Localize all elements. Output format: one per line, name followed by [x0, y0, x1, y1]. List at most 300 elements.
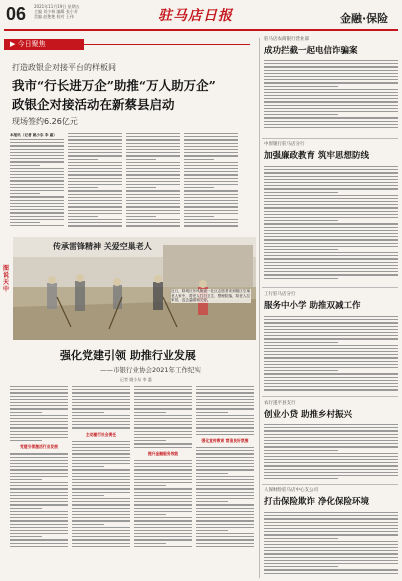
text-line	[72, 539, 130, 540]
text-line	[196, 457, 254, 458]
text-line	[72, 517, 130, 518]
news-kicker: 工行驻马店分行	[264, 292, 296, 297]
text-line	[264, 79, 398, 80]
text-line	[126, 219, 180, 220]
news-title: 创业小贷 助推乡村振兴	[264, 410, 352, 420]
text-line	[10, 206, 64, 207]
text-line	[264, 117, 398, 118]
text-line	[264, 373, 398, 374]
news-photo	[13, 237, 256, 340]
text-line	[10, 511, 68, 512]
header-rule	[4, 29, 398, 31]
text-line	[126, 203, 180, 204]
text-line	[10, 508, 42, 509]
text-line	[10, 158, 64, 159]
text-line	[126, 181, 180, 182]
text-line	[10, 174, 64, 175]
text-line	[184, 225, 238, 226]
text-line	[264, 560, 398, 561]
text-line	[10, 408, 68, 409]
text-line	[264, 348, 398, 349]
text-line	[72, 473, 130, 474]
text-line	[10, 524, 68, 525]
text-lines	[264, 316, 398, 391]
text-line	[134, 546, 192, 547]
text-line	[264, 66, 398, 67]
text-line	[264, 127, 398, 128]
text-line	[264, 427, 398, 428]
text-line	[10, 142, 64, 143]
text-line	[10, 479, 42, 480]
text-line	[134, 511, 192, 512]
text-line	[264, 255, 398, 256]
text-line	[134, 443, 192, 444]
text-line	[72, 418, 130, 419]
text-line	[72, 463, 130, 464]
text-line	[134, 421, 192, 422]
photo-overlay-title: 传承雷锋精神 关爱空巢老人	[53, 242, 152, 251]
bottom-subtitle: ——市银行业协会2021年工作纪实	[100, 366, 202, 374]
text-line	[264, 475, 398, 476]
text-line	[264, 531, 398, 532]
text-line	[264, 73, 398, 74]
text-line	[10, 196, 64, 197]
text-line	[264, 265, 398, 266]
text-line	[72, 460, 130, 461]
text-line	[264, 252, 398, 253]
text-line	[10, 466, 68, 467]
divider	[262, 396, 398, 397]
text-line	[264, 569, 398, 570]
text-line	[10, 203, 64, 204]
text-line	[264, 239, 398, 240]
text-line	[10, 476, 68, 477]
text-line	[264, 176, 398, 177]
text-line	[10, 485, 68, 486]
text-line	[196, 431, 254, 432]
text-line	[126, 222, 180, 223]
text-line	[184, 133, 238, 134]
right-news-3	[264, 291, 398, 311]
text-line	[196, 450, 254, 451]
text-line	[264, 169, 398, 170]
text-line	[72, 511, 130, 512]
text-line	[10, 498, 68, 499]
text-line	[72, 501, 130, 502]
text-line	[134, 386, 192, 387]
text-line	[134, 402, 192, 403]
text-line	[10, 421, 68, 422]
text-line	[68, 181, 122, 182]
text-line	[264, 446, 398, 447]
text-line	[72, 498, 130, 499]
text-line	[134, 485, 166, 486]
text-line	[68, 139, 122, 140]
text-line	[10, 527, 68, 528]
text-line	[264, 541, 398, 542]
text-line	[264, 211, 398, 212]
text-line	[10, 460, 68, 461]
lead-title-1: 我市“行长进万企”助推“万人助万企”	[12, 78, 216, 93]
text-line	[264, 268, 398, 269]
text-line	[126, 155, 180, 156]
text-line	[264, 434, 398, 435]
text-line	[10, 219, 64, 220]
text-lines	[10, 139, 64, 226]
right-news-5-body	[264, 512, 398, 578]
text-line	[264, 192, 338, 193]
text-line	[126, 162, 180, 163]
text-line	[196, 408, 254, 409]
bottom-body-col4	[196, 386, 254, 576]
text-line	[264, 111, 398, 112]
text-line	[134, 392, 192, 393]
text-line	[264, 70, 398, 71]
bottom-subhead-3: 提升金融服务效能	[147, 450, 179, 456]
text-line	[126, 184, 180, 185]
text-line	[264, 453, 398, 454]
text-line	[10, 463, 68, 464]
text-line	[68, 187, 98, 188]
text-line	[10, 168, 64, 169]
text-line	[10, 457, 68, 458]
text-line	[196, 546, 254, 547]
text-line	[196, 504, 254, 505]
text-lines	[264, 512, 398, 574]
text-line	[196, 498, 254, 499]
text-line	[134, 405, 192, 406]
text-line	[10, 431, 68, 432]
text-line	[264, 338, 398, 339]
text-line	[72, 508, 130, 509]
text-line	[126, 190, 180, 191]
text-line	[264, 450, 338, 451]
text-line	[184, 152, 238, 153]
text-line	[196, 543, 254, 544]
text-line	[264, 214, 398, 215]
text-line	[10, 225, 64, 226]
text-line	[264, 553, 398, 554]
text-line	[196, 412, 228, 413]
text-line	[196, 418, 254, 419]
lead-byline: 本报讯（记者 姚小东 李 惠）	[10, 133, 57, 137]
divider	[262, 287, 398, 288]
bottom-byline: 记者 姚小东 李 惠	[120, 377, 152, 382]
text-line	[264, 220, 338, 221]
text-line	[10, 152, 64, 153]
text-line	[264, 332, 398, 333]
text-line	[264, 198, 398, 199]
text-line	[126, 178, 180, 179]
text-line	[10, 171, 64, 172]
text-line	[10, 161, 64, 162]
text-line	[264, 121, 398, 122]
text-line	[10, 212, 64, 213]
text-line	[264, 367, 398, 368]
text-line	[10, 424, 68, 425]
divider	[262, 138, 398, 139]
text-line	[264, 114, 338, 115]
text-line	[126, 152, 180, 153]
text-line	[264, 538, 338, 539]
text-line	[264, 195, 398, 196]
text-line	[72, 543, 130, 544]
text-line	[264, 95, 398, 96]
text-line	[10, 149, 64, 150]
text-line	[134, 389, 192, 390]
text-line	[184, 213, 238, 214]
bottom-body-col3	[134, 386, 192, 576]
text-line	[264, 274, 398, 275]
text-line	[184, 165, 238, 166]
text-line	[68, 178, 122, 179]
text-line	[264, 223, 398, 224]
text-line	[134, 482, 192, 483]
text-line	[264, 528, 398, 529]
text-line	[184, 171, 238, 172]
text-line	[72, 402, 130, 403]
text-line	[264, 217, 398, 218]
text-line	[264, 383, 398, 384]
text-lines	[68, 133, 122, 227]
lead-title-2: 政银企对接活动在新蔡县启动	[12, 97, 175, 112]
text-line	[184, 162, 238, 163]
text-line	[72, 457, 130, 458]
text-line	[196, 488, 254, 489]
text-line	[134, 399, 192, 400]
text-line	[10, 427, 68, 428]
text-line	[264, 179, 398, 180]
text-line	[10, 190, 64, 191]
text-line	[126, 206, 180, 207]
text-line	[10, 187, 64, 188]
text-line	[184, 216, 214, 217]
text-line	[264, 233, 398, 234]
text-line	[134, 412, 166, 413]
text-line	[134, 520, 192, 521]
text-line	[264, 172, 398, 173]
text-line	[184, 206, 238, 207]
text-line	[184, 210, 238, 211]
text-line	[134, 492, 192, 493]
text-line	[134, 533, 192, 534]
text-line	[184, 181, 238, 182]
text-line	[264, 342, 338, 343]
text-line	[72, 466, 104, 467]
text-line	[10, 405, 68, 406]
text-line	[10, 453, 68, 454]
text-line	[264, 76, 398, 77]
text-line	[264, 92, 398, 93]
text-line	[72, 476, 130, 477]
text-lines	[264, 424, 398, 479]
text-line	[72, 482, 130, 483]
text-line	[10, 418, 68, 419]
text-line	[68, 136, 122, 137]
text-line	[264, 424, 398, 425]
lead-body-col1	[10, 133, 64, 233]
text-line	[72, 424, 130, 425]
bottom-body-col2	[72, 386, 130, 576]
text-line	[264, 278, 338, 279]
text-line	[10, 530, 68, 531]
text-line	[68, 155, 122, 156]
news-kicker: 人保财险驻马店中心支公司	[264, 488, 318, 493]
lead-body-col4	[184, 133, 238, 233]
text-line	[72, 415, 130, 416]
text-line	[264, 329, 398, 330]
text-line	[196, 527, 254, 528]
text-line	[196, 536, 254, 537]
right-news-4	[264, 400, 398, 420]
text-line	[264, 478, 338, 479]
text-line	[10, 533, 68, 534]
text-line	[264, 271, 398, 272]
text-line	[134, 466, 192, 467]
text-line	[126, 171, 180, 172]
text-line	[134, 539, 192, 540]
text-line	[264, 124, 398, 125]
right-news-1	[264, 36, 398, 56]
text-line	[184, 159, 214, 160]
text-line	[68, 149, 122, 150]
text-line	[10, 415, 68, 416]
text-line	[264, 258, 398, 259]
text-line	[10, 184, 64, 185]
text-lines	[264, 166, 398, 279]
text-line	[72, 444, 130, 445]
text-line	[72, 421, 130, 422]
text-line	[134, 437, 192, 438]
text-line	[126, 216, 156, 217]
text-line	[264, 166, 398, 167]
text-line	[72, 536, 130, 537]
text-line	[126, 133, 180, 134]
text-line	[126, 210, 180, 211]
text-line	[72, 492, 130, 493]
text-lines	[196, 447, 254, 547]
lead-kicker: 打造政银企对接平台的样板间	[12, 63, 116, 72]
right-news-2-body	[264, 166, 398, 284]
text-line	[68, 143, 122, 144]
text-line	[196, 427, 254, 428]
photo-caption: 近日，驿城区东风街道一社区志愿者来到辖区空巢老人家中，帮老人打扫卫生、整理院落，陪老人拉家常，送去温暖和关爱。	[171, 289, 251, 303]
text-line	[10, 469, 68, 470]
text-line	[126, 213, 180, 214]
text-line	[264, 345, 398, 346]
text-line	[134, 543, 166, 544]
text-line	[184, 178, 238, 179]
bottom-body-col1	[10, 386, 68, 576]
text-lines	[184, 133, 238, 227]
page-number: 06	[6, 4, 27, 24]
right-news-5	[264, 487, 398, 507]
tag-rule	[80, 44, 250, 45]
text-line	[264, 101, 398, 102]
text-line	[264, 512, 398, 513]
text-lines	[10, 453, 68, 547]
text-line	[184, 146, 238, 147]
text-line	[184, 155, 238, 156]
text-line	[10, 482, 68, 483]
text-line	[264, 547, 398, 548]
text-line	[196, 392, 254, 393]
text-line	[134, 415, 192, 416]
text-line	[134, 536, 192, 537]
text-line	[184, 174, 238, 175]
text-line	[134, 418, 192, 419]
text-line	[196, 447, 254, 448]
text-line	[72, 412, 104, 413]
text-line	[196, 469, 254, 470]
text-line	[196, 511, 254, 512]
text-line	[196, 479, 254, 480]
text-line	[134, 434, 192, 435]
text-lines	[72, 441, 130, 547]
text-line	[10, 392, 68, 393]
right-news-4-body	[264, 424, 398, 482]
text-line	[10, 386, 68, 387]
text-line	[72, 399, 130, 400]
text-line	[72, 389, 130, 390]
text-line	[10, 396, 68, 397]
text-line	[196, 517, 254, 518]
text-line	[10, 520, 68, 521]
text-line	[68, 222, 122, 223]
text-line	[72, 488, 130, 489]
text-line	[126, 149, 180, 150]
text-line	[126, 200, 180, 201]
text-line	[196, 485, 254, 486]
text-line	[196, 482, 254, 483]
text-lines	[72, 386, 130, 429]
text-line	[196, 460, 254, 461]
bottom-subhead-1: 党建引领激活行业发展	[20, 444, 58, 450]
text-line	[10, 437, 68, 438]
text-line	[126, 165, 180, 166]
text-line	[264, 573, 398, 574]
text-line	[134, 463, 192, 464]
text-line	[264, 335, 398, 336]
section-title: 金融·保险	[340, 12, 389, 25]
text-line	[264, 98, 398, 99]
text-line	[134, 431, 192, 432]
text-line	[184, 197, 238, 198]
text-line	[72, 450, 130, 451]
text-line	[134, 473, 192, 474]
text-line	[72, 524, 104, 525]
text-line	[10, 200, 64, 201]
text-line	[184, 187, 214, 188]
text-line	[264, 316, 398, 317]
text-line	[264, 364, 398, 365]
text-line	[264, 469, 398, 470]
text-line	[264, 236, 398, 237]
text-line	[68, 206, 122, 207]
text-line	[134, 396, 192, 397]
text-line	[126, 197, 180, 198]
text-line	[126, 194, 180, 195]
text-line	[134, 527, 192, 528]
text-line	[68, 194, 122, 195]
text-line	[10, 504, 68, 505]
text-line	[196, 466, 254, 467]
text-line	[134, 440, 166, 441]
column-divider	[259, 38, 260, 578]
text-line	[184, 194, 238, 195]
text-line	[68, 184, 122, 185]
page-header	[0, 0, 402, 30]
